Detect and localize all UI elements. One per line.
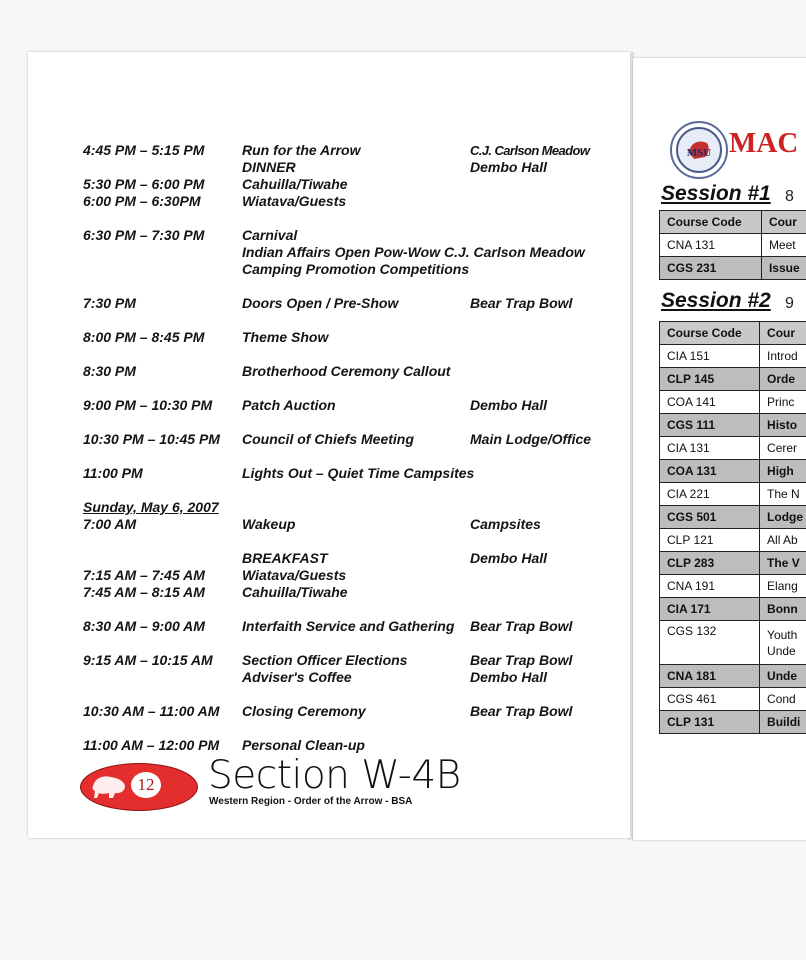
course-row [660,414,806,437]
schedule-place: Dembo Hall [470,397,548,413]
course-title: High [760,460,806,483]
schedule-time: 9:00 PM – 10:30 PM [83,397,213,413]
schedule-place: Bear Trap Bowl [470,703,573,719]
col-course-code: Course Code [660,211,762,234]
course-row [660,483,806,506]
schedule-event: Indian Affairs Open Pow-Wow C.J. Carlson Meadow [242,244,585,260]
schedule-time: 6:00 PM – 6:30PM [83,193,201,209]
course-row [660,529,806,552]
course-row [660,575,806,598]
schedule-event: Cahuilla/Tiwahe [242,584,348,600]
page-number: 12 [131,772,161,798]
schedule-event: Personal Clean-up [242,737,365,753]
schedule-event: BREAKFAST [242,550,328,566]
schedule-time: 7:45 AM – 8:15 AM [83,584,205,600]
course-title: Orde [760,368,806,391]
course-title: The V [760,552,806,575]
schedule-time: 5:30 PM – 6:00 PM [83,176,205,192]
course-code: CNA 131 [660,234,762,257]
course-code: CIA 131 [660,437,760,460]
course-code: COA 141 [660,391,760,414]
col-course-code: Course Code [660,322,760,345]
course-row [660,552,806,575]
col-course-title: Cour [760,322,806,345]
schedule-event: Interfaith Service and Gathering [242,618,455,634]
svg-text:MSU: MSU [686,147,712,159]
course-title: Cond [760,688,806,711]
course-code: CLP 131 [660,711,760,734]
course-title: Princ [760,391,806,414]
course-row [660,688,806,711]
course-title: Buildi [760,711,806,734]
course-code: CGS 231 [660,257,762,280]
schedule-place: Dembo Hall [470,550,548,566]
schedule-time: 4:45 PM – 5:15 PM [83,142,205,158]
course-row [660,257,806,280]
course-code: CGS 501 [660,506,760,529]
section-subtitle: Western Region - Order of the Arrow - BSA [209,796,413,807]
session-2-tail: 9 [785,295,794,312]
schedule-time: 10:30 AM – 11:00 AM [83,703,220,719]
course-row [660,665,806,688]
date-heading: Sunday, May 6, 2007 [83,499,219,515]
course-code: CIA 171 [660,598,760,621]
session-2-heading: Session #2 [661,289,771,312]
session-1-table [659,210,806,280]
course-code: CNA 191 [660,575,760,598]
section-title: Section W-4B [208,753,461,798]
course-title: Cerer [760,437,806,460]
course-title: The N [760,483,806,506]
session-1-heading: Session #1 [661,182,771,205]
schedule-event: Wiatava/Guests [242,567,347,583]
schedule-time: 8:00 PM – 8:45 PM [83,329,205,345]
course-title [760,621,806,665]
schedule-time: 9:15 AM – 10:15 AM [83,652,213,668]
schedule-place: Bear Trap Bowl [470,652,573,668]
schedule-event: Lights Out – Quiet Time Campsites [242,465,475,481]
schedule-event: Theme Show [242,329,329,345]
schedule-event: Carnival [242,227,298,243]
schedule-place: Bear Trap Bowl [470,618,573,634]
schedule-time: 10:30 PM – 10:45 PM [83,431,220,447]
university-seal-icon [670,121,728,179]
schedule-event: Run for the Arrow [242,142,361,158]
course-title: All Ab [760,529,806,552]
course-row [660,234,806,257]
page-number-badge [80,763,198,811]
course-code: CGS 461 [660,688,760,711]
course-row [660,391,806,414]
course-code: CLP 121 [660,529,760,552]
schedule-event: Camping Promotion Competitions [242,261,470,277]
schedule-event: Wiatava/Guests [242,193,347,209]
schedule-event: Council of Chiefs Meeting [242,431,414,447]
schedule-time: 7:15 AM – 7:45 AM [83,567,205,583]
course-row [660,598,806,621]
course-title: Introd [760,345,806,368]
course-title: Histo [760,414,806,437]
course-row [660,368,806,391]
course-row [660,506,806,529]
course-row [660,437,806,460]
schedule-event: Doors Open / Pre-Show [242,295,399,311]
schedule-time: 7:30 PM [83,295,136,311]
course-title: Lodge [760,506,806,529]
course-title: Bonn [760,598,806,621]
schedule-time: 6:30 PM – 7:30 PM [83,227,205,243]
schedule-place: Campsites [470,516,541,532]
brand-title: MAC [729,127,799,159]
session-1-tail: 8 [785,188,794,205]
course-title: Elang [760,575,806,598]
schedule-place: Dembo Hall [470,159,548,175]
course-code: CGS 111 [660,414,760,437]
course-row [660,711,806,734]
course-title-line: Youth [767,627,798,642]
course-code: CIA 151 [660,345,760,368]
course-title: Meet [761,234,806,257]
course-title-line: Unde [767,643,796,658]
course-row [660,460,806,483]
schedule-event: Wakeup [242,516,296,532]
col-course-title: Cour [761,211,806,234]
course-code: CLP 283 [660,552,760,575]
schedule-place: Dembo Hall [470,669,548,685]
schedule-time: 11:00 AM – 12:00 PM [83,737,220,753]
schedule-event: Closing Ceremony [242,703,366,719]
course-code: CIA 221 [660,483,760,506]
schedule-time: 8:30 PM [83,363,136,379]
schedule-place: C.J. Carlson Meadow [470,143,590,158]
right-page [633,58,806,840]
schedule-place: Main Lodge/Office [470,431,592,447]
course-code: CLP 145 [660,368,760,391]
schedule-event: DINNER [242,159,296,175]
course-title: Unde [760,665,806,688]
schedule-event: Patch Auction [242,397,336,413]
bear-icon [91,772,127,800]
schedule-event: Brotherhood Ceremony Callout [242,363,451,379]
course-code: CGS 132 [660,621,760,665]
course-code: CNA 181 [660,665,760,688]
session-2-table [659,321,806,734]
course-row [660,345,806,368]
schedule-event: Cahuilla/Tiwahe [242,176,348,192]
schedule-time: 7:00 AM [83,516,137,532]
left-page [28,52,630,838]
schedule-event: Section Officer Elections [242,652,408,668]
course-row [660,621,806,665]
course-code: COA 131 [660,460,760,483]
course-title: Issue [761,257,806,280]
schedule-time: 11:00 PM [83,465,143,481]
schedule-place: Bear Trap Bowl [470,295,573,311]
schedule-event: Adviser's Coffee [242,669,352,685]
schedule-time: 8:30 AM – 9:00 AM [83,618,205,634]
